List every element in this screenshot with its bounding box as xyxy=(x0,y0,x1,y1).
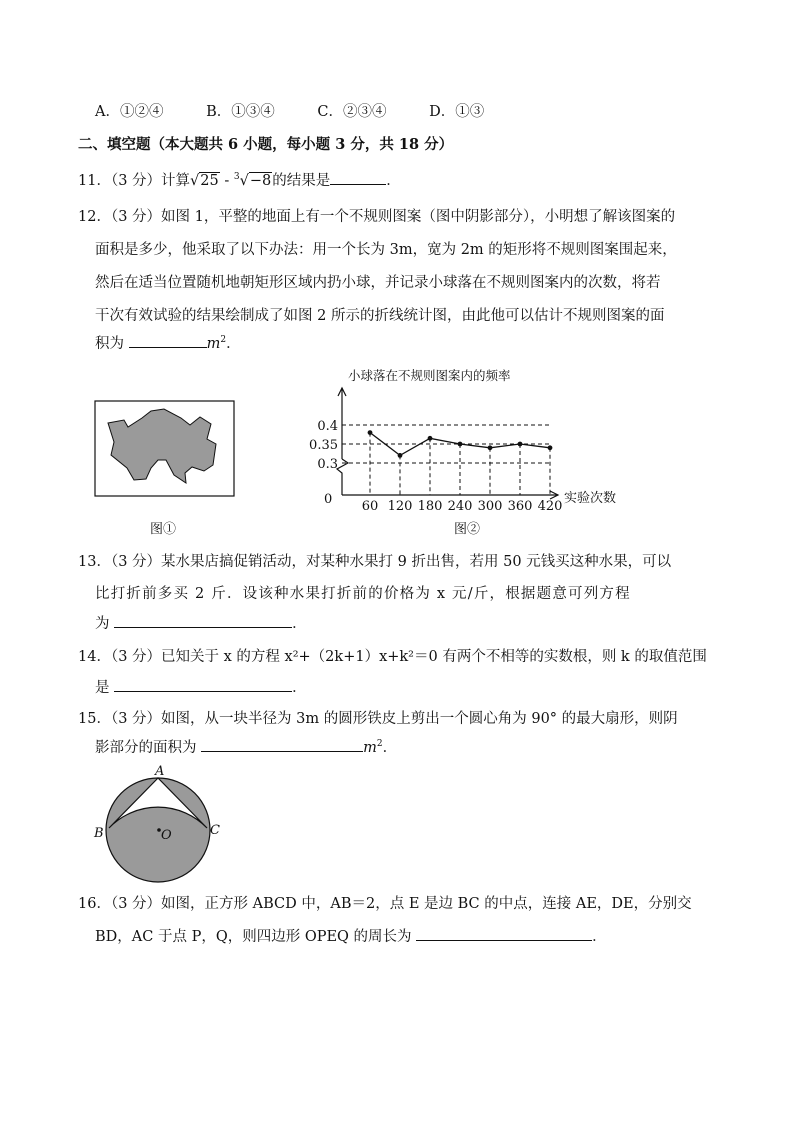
q12-number: 12． xyxy=(78,209,111,225)
label-o: O xyxy=(161,828,172,843)
q11-end: ． xyxy=(386,173,401,189)
data-point xyxy=(368,430,373,435)
axis-break-zigzag xyxy=(337,459,348,495)
figure-1-irregular-pattern xyxy=(94,400,236,498)
unit-m: m xyxy=(363,740,377,756)
cbrt-radicand: −8 xyxy=(249,173,272,189)
sqrt-sign: √ xyxy=(190,173,200,189)
answer-blank[interactable] xyxy=(201,737,363,752)
q16-number: 16． xyxy=(78,896,111,912)
x-tick-label: 180 xyxy=(417,499,443,510)
q16-line2-prefix: BD，AC 于点 P，Q，则四边形 OPEQ 的周长为 xyxy=(95,929,412,945)
figure-1-caption: 图① xyxy=(150,522,177,537)
x-tick-label: 420 xyxy=(537,499,563,510)
data-point xyxy=(488,445,493,450)
q15-line1: （3 分）如图，从一块半径为 3m 的圆形铁皮上剪出一个圆心角为 90° 的最大扇形，则阴 xyxy=(110,711,678,727)
label-a: A xyxy=(155,764,165,779)
question-15 xyxy=(78,707,678,728)
label-c: C xyxy=(210,823,220,838)
q14-number: 14． xyxy=(78,649,111,665)
x-tick-label: 360 xyxy=(507,499,533,510)
origin-label: 0 xyxy=(324,492,333,507)
q12-line4: 干次有效试验的结果绘制成了如图 2 所示的折线统计图，由此他可以估计不规则图案的面 xyxy=(95,308,665,324)
q13-end: ． xyxy=(292,616,307,632)
option-d: D．①③ xyxy=(429,104,485,120)
q15-end: ． xyxy=(382,740,398,756)
answer-blank[interactable] xyxy=(129,333,207,348)
option-c: C．②③④ xyxy=(317,104,387,120)
q15-line2 xyxy=(95,736,397,757)
cbrt-index: 3 xyxy=(233,172,240,183)
answer-blank[interactable] xyxy=(330,170,386,185)
label-b: B xyxy=(94,826,104,841)
data-point xyxy=(458,442,463,447)
cbrt-sign: √ xyxy=(239,173,249,189)
x-tick-label: 300 xyxy=(477,499,503,510)
q12-line5-prefix: 积为 xyxy=(95,336,124,352)
q11-number: 11． xyxy=(78,173,111,189)
minus-sign: - xyxy=(219,173,234,189)
unit-m: m xyxy=(206,336,221,352)
q12-line1: （3 分）如图 1，平整的地面上有一个不规则图案（图中阴影部分），小明想了解该图案的 xyxy=(110,209,676,225)
q12-line2: 面积是多少，他采取了以下办法：用一个长为 3m，宽为 2m 的矩形将不规则图案围起来， xyxy=(95,242,677,258)
sqrt-radicand: 25 xyxy=(200,173,219,189)
q15-number: 15． xyxy=(78,711,111,727)
q13-number: 13． xyxy=(78,554,111,570)
section-title: 二、填空题（本大题共 6 小题，每小题 3 分，共 18 分） xyxy=(78,136,454,153)
chart-title: 小球落在不规则图案内的频率 xyxy=(348,368,511,383)
question-14 xyxy=(78,645,707,666)
q15-line2-prefix: 影部分的面积为 xyxy=(95,740,197,756)
q11-prefix: （3 分）计算 xyxy=(110,173,191,189)
answer-blank[interactable] xyxy=(114,613,292,628)
q11-suffix: 的结果是 xyxy=(272,173,331,189)
data-point xyxy=(518,442,523,447)
question-11 xyxy=(78,169,401,190)
answer-blank[interactable] xyxy=(114,677,292,692)
q13-line2: 比打折前多买 2 斤．设该种水果打折前的价格为 x 元/斤，根据题意可列方程 xyxy=(95,586,631,602)
q14-line1: （3 分）已知关于 x 的方程 x²+（2k+1）x+k²＝0 有两个不相等的实数根，则 k 的取值范围 xyxy=(110,649,707,665)
figure-2-line-chart xyxy=(300,385,630,510)
q12-line5 xyxy=(95,332,241,353)
x-tick-label: 240 xyxy=(447,499,473,510)
x-tick-label: 120 xyxy=(387,499,413,510)
question-13 xyxy=(78,550,671,571)
q14-line2-prefix: 是 xyxy=(95,680,110,696)
q14-end: ． xyxy=(292,680,307,696)
q16-line1: （3 分）如图，正方形 ABCD 中，AB＝2，点 E 是边 BC 的中点，连接 AE，DE，分别交 xyxy=(110,896,692,912)
y-tick-label: 0.4 xyxy=(317,419,338,434)
q13-line3-prefix: 为 xyxy=(95,616,110,632)
q12-end: ． xyxy=(226,336,241,352)
figure-3-circle-sector xyxy=(88,762,228,890)
q14-line2 xyxy=(95,676,307,697)
q12-line3: 然后在适当位置随机地朝矩形区域内扔小球，并记录小球落在不规则图案内的次数，将若 xyxy=(95,275,661,291)
option-a: A．①②④ xyxy=(95,104,164,120)
unit-exponent: 2 xyxy=(376,739,383,750)
data-point xyxy=(398,453,403,458)
q16-line2 xyxy=(95,925,607,946)
data-point xyxy=(548,445,553,450)
data-point xyxy=(428,436,433,441)
q16-end: ． xyxy=(592,929,607,945)
unit-exponent: 2 xyxy=(220,335,227,346)
answer-options xyxy=(95,100,522,121)
option-b: B．①③④ xyxy=(206,104,275,120)
q13-line3 xyxy=(95,612,307,633)
question-12 xyxy=(78,205,675,226)
question-16 xyxy=(78,892,692,913)
y-tick-label: 0.35 xyxy=(309,438,338,453)
x-tick-label: 60 xyxy=(361,499,379,510)
figure-2-caption: 图② xyxy=(454,522,481,537)
x-axis-label: 实验次数 xyxy=(564,491,617,506)
q13-line1: （3 分）某水果店搞促销活动，对某种水果打 9 折出售，若用 50 元钱买这种水果，可以 xyxy=(110,554,672,570)
answer-blank[interactable] xyxy=(416,926,592,941)
y-tick-label: 0.3 xyxy=(317,457,338,472)
